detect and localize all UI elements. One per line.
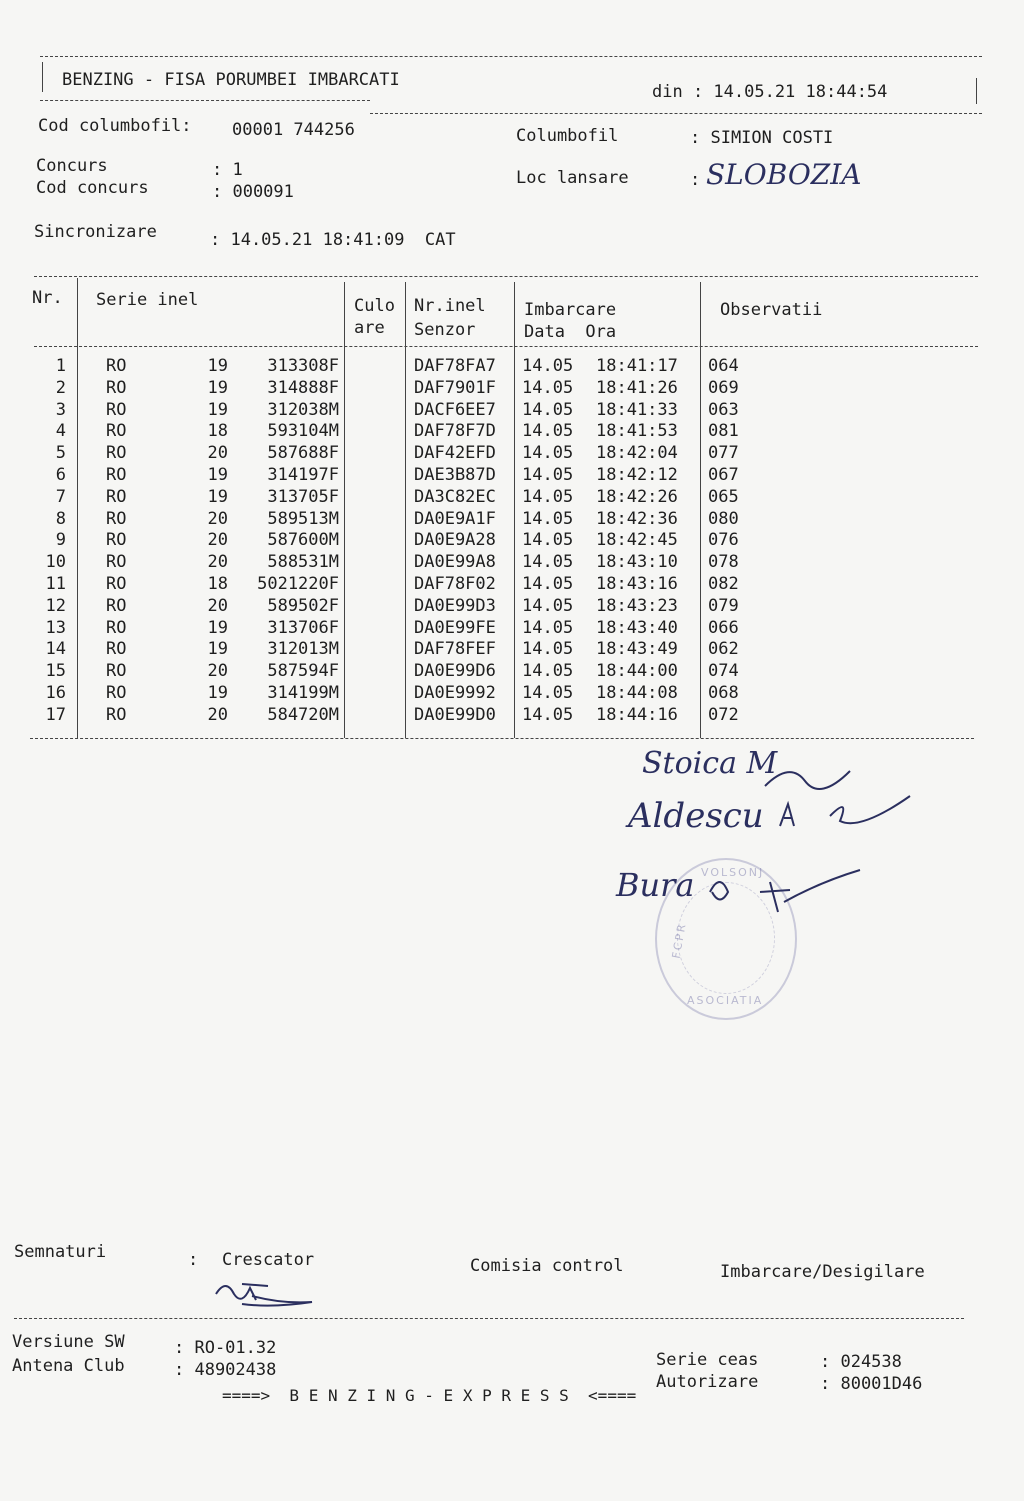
cell-date: 14.05 [522, 421, 574, 442]
cell-country: RO [106, 465, 127, 485]
cell-country: RO [106, 399, 127, 420]
cell-time: 18:44:00 [596, 661, 678, 682]
cell-year: 20 [207, 552, 228, 573]
cell-observatii: 082 [708, 574, 739, 594]
cell-observatii: 076 [708, 530, 739, 551]
cell-date: 14.05 [522, 552, 574, 573]
cell-time: 18:43:23 [596, 595, 678, 616]
table-row [0, 596, 980, 618]
cell-country: RO [106, 683, 127, 703]
signature-3-flourish [700, 862, 900, 922]
cell-sensor: DA0E9A28 [414, 530, 496, 551]
cell-time: 18:43:49 [596, 639, 678, 660]
table-row [0, 465, 980, 487]
cell-time: 18:41:26 [596, 377, 678, 398]
cell-country: RO [106, 356, 127, 376]
cell-sensor: DAF42EFD [414, 443, 496, 464]
cell-ring: 589513M [267, 508, 339, 529]
cell-sensor: DAE3B87D [414, 465, 496, 485]
cell-ring: 589502F [267, 595, 339, 616]
comisia-control-label: Comisia control [470, 1256, 624, 1276]
cell-nr: 2 [55, 377, 66, 398]
cell-country: RO [106, 530, 127, 551]
cell-date: 14.05 [522, 574, 574, 594]
cod-concurs-label: Cod concurs [36, 178, 149, 198]
cell-ring: 587600M [267, 530, 339, 551]
stamp-text-side: FCPR [669, 921, 689, 960]
cell-time: 18:43:16 [596, 574, 678, 594]
cell-ring: 587688F [267, 443, 339, 464]
concurs-value: : 1 [212, 160, 243, 180]
cell-ring: 588531M [267, 552, 339, 573]
columbofil-label: Columbofil [516, 126, 619, 146]
signature-1: Stoica M [642, 746, 778, 781]
cell-nr: 1 [55, 356, 66, 376]
cell-time: 18:43:10 [596, 552, 678, 573]
cell-time: 18:44:08 [596, 683, 678, 703]
table-row [0, 378, 980, 400]
cell-year: 20 [207, 530, 228, 551]
signature-2: Aldescu [628, 796, 764, 836]
table-bottom-rule [30, 738, 974, 739]
cell-observatii: 063 [708, 399, 739, 420]
loc-lansare-label: Loc lansare [516, 168, 629, 188]
cell-date: 14.05 [522, 486, 574, 507]
versiune-sw-label: Versiune SW [12, 1332, 125, 1352]
cell-country: RO [106, 486, 127, 507]
cell-date: 14.05 [522, 639, 574, 660]
header-left-rule [42, 62, 43, 92]
signature-3: Bura [616, 866, 695, 904]
cell-observatii: 080 [708, 508, 739, 529]
document-title: BENZING - FISA PORUMBEI IMBARCATI [62, 70, 400, 90]
cell-time: 18:42:26 [596, 486, 678, 507]
cell-year: 19 [207, 377, 228, 398]
cell-observatii: 066 [708, 617, 739, 638]
header-bottom-rule [370, 113, 982, 114]
signature-2-flourish [770, 786, 960, 846]
cell-country: RO [106, 421, 127, 442]
cell-year: 20 [207, 595, 228, 616]
cell-nr: 14 [45, 639, 66, 660]
header-right-rule [976, 78, 977, 104]
cell-sensor: DA0E99A8 [414, 552, 496, 573]
cell-observatii: 064 [708, 356, 739, 376]
table-row [0, 530, 980, 552]
antena-club-value: : 48902438 [174, 1360, 277, 1380]
sincronizare-value: : 14.05.21 18:41:09 CAT [210, 230, 456, 250]
cell-year: 19 [207, 683, 228, 703]
cell-observatii: 074 [708, 661, 739, 682]
cell-sensor: DA3C82EC [414, 486, 496, 507]
header-serie-inel: Serie inel [96, 290, 199, 310]
cell-observatii: 077 [708, 443, 739, 464]
footer-rule [14, 1318, 964, 1319]
cell-observatii: 062 [708, 639, 739, 660]
cell-nr: 10 [45, 552, 66, 573]
header-imbarcare: Imbarcare [524, 300, 617, 320]
cell-nr: 9 [55, 530, 66, 551]
cell-country: RO [106, 639, 127, 660]
cell-time: 18:42:12 [596, 465, 678, 485]
cell-date: 14.05 [522, 530, 574, 551]
cell-sensor: DAF7901F [414, 377, 496, 398]
cod-columbofil-value: 00001 744256 [232, 120, 355, 140]
cell-time: 18:44:16 [596, 704, 678, 725]
cell-observatii: 068 [708, 683, 739, 703]
header-top-rule [40, 56, 982, 57]
cell-sensor: DAF78F7D [414, 421, 496, 442]
cell-sensor: DA0E99D6 [414, 661, 496, 682]
cell-ring: 313308F [267, 356, 339, 376]
cell-date: 14.05 [522, 399, 574, 420]
table-row [0, 400, 980, 422]
columbofil-value: : SIMION COSTI [690, 128, 834, 148]
cell-sensor: DA0E99D0 [414, 704, 496, 725]
cell-sensor: DACF6EE7 [414, 399, 496, 420]
cell-year: 19 [207, 399, 228, 420]
cell-ring: 312013M [267, 639, 339, 660]
cell-country: RO [106, 377, 127, 398]
cell-year: 19 [207, 617, 228, 638]
cell-ring: 314888F [267, 377, 339, 398]
table-row [0, 618, 980, 640]
cell-ring: 584720M [267, 704, 339, 725]
cell-sensor: DA0E9992 [414, 683, 496, 703]
cell-year: 20 [207, 704, 228, 725]
loc-lansare-colon: : [690, 170, 701, 190]
cell-year: 19 [207, 465, 228, 485]
cell-country: RO [106, 508, 127, 529]
cell-nr: 8 [55, 508, 66, 529]
table-row [0, 661, 980, 683]
cell-country: RO [106, 704, 127, 725]
cell-date: 14.05 [522, 377, 574, 398]
cell-country: RO [106, 617, 127, 638]
cell-observatii: 069 [708, 377, 739, 398]
cell-date: 14.05 [522, 508, 574, 529]
cell-time: 18:41:33 [596, 399, 678, 420]
cell-ring: 314199M [267, 683, 339, 703]
table-row [0, 683, 980, 705]
cell-ring: 593104M [267, 421, 339, 442]
cell-ring: 314197F [267, 465, 339, 485]
cell-date: 14.05 [522, 683, 574, 703]
table-row [0, 509, 980, 531]
cell-year: 19 [207, 486, 228, 507]
cod-concurs-value: : 000091 [212, 182, 294, 202]
autorizare-label: Autorizare [656, 1372, 759, 1392]
cell-nr: 4 [55, 421, 66, 442]
header-data-ora: Data Ora [524, 322, 617, 342]
cell-observatii: 079 [708, 595, 739, 616]
cell-country: RO [106, 443, 127, 464]
concurs-label: Concurs [36, 156, 108, 176]
stamp-text-top: VOLSONJ [701, 866, 765, 879]
cell-time: 18:42:45 [596, 530, 678, 551]
cell-sensor: DA0E99D3 [414, 595, 496, 616]
cell-sensor: DA0E99FE [414, 617, 496, 638]
crescator-signature [212, 1274, 322, 1314]
cell-sensor: DAF78F02 [414, 574, 496, 594]
cell-time: 18:41:53 [596, 421, 678, 442]
cell-country: RO [106, 552, 127, 573]
antena-club-label: Antena Club [12, 1356, 125, 1376]
header-culoare-1: Culo [354, 296, 395, 316]
cell-observatii: 078 [708, 552, 739, 573]
cell-year: 20 [207, 443, 228, 464]
header-observatii: Observatii [720, 300, 823, 320]
cell-sensor: DA0E9A1F [414, 508, 496, 529]
sincronizare-label: Sincronizare [34, 222, 157, 242]
serie-ceas-label: Serie ceas [656, 1350, 759, 1370]
cell-ring: 313705F [267, 486, 339, 507]
semnaturi-label: Semnaturi [14, 1242, 107, 1262]
cell-country: RO [106, 661, 127, 682]
table-row [0, 356, 980, 378]
versiune-sw-value: : RO-01.32 [174, 1338, 277, 1358]
table-row [0, 705, 980, 727]
loc-lansare-handwritten: SLOBOZIA [706, 158, 862, 191]
cell-time: 18:42:36 [596, 508, 678, 529]
cell-date: 14.05 [522, 443, 574, 464]
header-nr-inel: Nr.inel [414, 296, 486, 316]
header-senzor: Senzor [414, 320, 476, 340]
header-date: din : 14.05.21 18:44:54 [652, 82, 888, 102]
cell-observatii: 067 [708, 465, 739, 485]
cell-year: 18 [207, 574, 228, 594]
cell-date: 14.05 [522, 617, 574, 638]
cell-nr: 11 [45, 574, 66, 594]
cell-date: 14.05 [522, 465, 574, 485]
cell-ring: 313706F [267, 617, 339, 638]
table-row [0, 443, 980, 465]
cell-nr: 7 [55, 486, 66, 507]
cell-time: 18:41:17 [596, 356, 678, 376]
autorizare-value: : 80001D46 [820, 1374, 923, 1394]
cell-country: RO [106, 595, 127, 616]
cell-observatii: 065 [708, 486, 739, 507]
cell-year: 18 [207, 421, 228, 442]
cell-nr: 16 [45, 683, 66, 703]
cell-observatii: 081 [708, 421, 739, 442]
cell-sensor: DAF78FEF [414, 639, 496, 660]
cell-date: 14.05 [522, 704, 574, 725]
cell-country: RO [106, 574, 127, 594]
cell-year: 19 [207, 356, 228, 376]
cod-columbofil-label: Cod columbofil: [38, 116, 192, 136]
cell-nr: 13 [45, 617, 66, 638]
table-header-rule [34, 346, 978, 347]
cell-sensor: DAF78FA7 [414, 356, 496, 376]
cell-nr: 17 [45, 704, 66, 725]
cell-year: 19 [207, 639, 228, 660]
cell-ring: 587594F [267, 661, 339, 682]
cell-ring: 5021220F [257, 574, 339, 594]
table-row [0, 552, 980, 574]
cell-nr: 6 [55, 465, 66, 485]
cell-year: 20 [207, 661, 228, 682]
header-nr: Nr. [32, 288, 63, 308]
crescator-label: Crescator [222, 1250, 315, 1270]
table-row [0, 421, 980, 443]
cell-ring: 312038M [267, 399, 339, 420]
imbarcare-desigilare-label: Imbarcare/Desigilare [720, 1262, 925, 1282]
benzing-express-banner: ====> B E N Z I N G - E X P R E S S <==== [222, 1386, 637, 1405]
cell-nr: 12 [45, 595, 66, 616]
table-top-rule [34, 276, 978, 277]
serie-ceas-value: : 024538 [820, 1352, 902, 1372]
cell-nr: 5 [55, 443, 66, 464]
stamp-text-bottom: ASOCIATIA [687, 994, 764, 1007]
cell-observatii: 072 [708, 704, 739, 725]
cell-nr: 15 [45, 661, 66, 682]
cell-date: 14.05 [522, 595, 574, 616]
cell-time: 18:42:04 [596, 443, 678, 464]
table-row [0, 487, 980, 509]
header-mid-rule [40, 100, 370, 101]
semnaturi-colon: : [188, 1250, 199, 1270]
header-culoare-2: are [354, 318, 385, 338]
table-row [0, 639, 980, 661]
cell-year: 20 [207, 508, 228, 529]
cell-nr: 3 [55, 399, 66, 420]
cell-date: 14.05 [522, 661, 574, 682]
cell-time: 18:43:40 [596, 617, 678, 638]
table-row [0, 574, 980, 596]
cell-date: 14.05 [522, 356, 574, 376]
